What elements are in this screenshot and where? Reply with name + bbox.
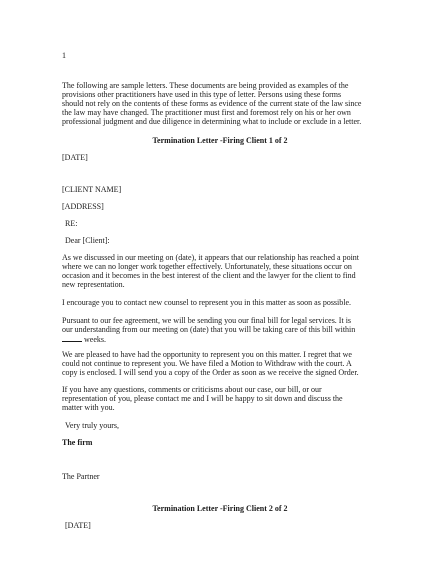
letter-1-title: Termination Letter -Firing Client 1 of 2 [152,136,288,145]
disclaimer-line: professional judgment and due diligence in determining what to include or exclude in a letter. [62,117,362,127]
paragraph-line: our understanding from our meeting on (date) that you will be taking care of this bill within [62,325,356,335]
letter-paragraph-1 [62,253,382,289]
disclaimer-line: provisions other practitioners have used in this type of letter. Persons using these forms [62,90,342,100]
address-placeholder: [ADDRESS] [62,202,104,211]
paragraph-line: We are pleased to have had the opportunity to represent you on this matter. I regret that we [62,350,352,359]
letter-paragraph-4 [62,350,382,377]
paragraph-line: If you have any questions, comments or criticisms about our case, our bill, or our [62,385,322,394]
paragraph-line: where we can no longer work together effectively. Unfortunately, these situations occur on [62,262,352,272]
signer-name: The Partner [62,472,100,481]
disclaimer-line: the law may have changed. The practitioner must first and foremost rely on his or her own [62,108,351,118]
salutation: Dear [Client]: [65,236,110,245]
letter-2-title: Termination Letter -Firing Client 2 of 2 [152,504,288,513]
firm-name: The firm [62,438,93,447]
disclaimer-line: should not rely on the contents of these forms as evidence of the current state of the law since [62,99,362,109]
letter-1-date: [DATE] [62,153,88,162]
closing: Very truly yours, [65,421,119,430]
letter-2-date: [DATE] [65,521,91,530]
letter-paragraph-2: I encourage you to contact new counsel to represent you in this matter as soon as possible. [62,298,352,307]
blank-line [62,334,82,342]
re-line: RE: [65,219,78,228]
paragraph-line: new representation. [62,280,125,290]
weeks-text: weeks. [84,335,106,345]
paragraph-line: could not continue to represent you. We have filed a Motion to Withdraw with the court. A [62,359,352,369]
page-number: 1 [62,51,66,60]
paragraph-line: As we discussed in our meeting on (date), it appears that our relationship has reached a point [62,253,360,262]
paragraph-line: copy is enclosed. I will send you a copy of the Order as soon as we receive the signed Order. [62,368,359,378]
disclaimer-paragraph [62,81,382,126]
client-name-placeholder: [CLIENT NAME] [62,185,122,194]
paragraph-line: matter with you. [62,403,115,413]
paragraph-line: Pursuant to our fee agreement, we will be sending you our final bill for legal services. It is [62,316,352,325]
letter-paragraph-3 [62,316,382,344]
letter-paragraph-5 [62,385,382,412]
paragraph-line: representation of you, please contact me and I will be happy to sit down and discuss the [62,394,343,404]
disclaimer-line: The following are sample letters. These documents are being provided as examples of the [62,81,349,90]
paragraph-line [62,334,382,344]
paragraph-line: occasion and it becomes in the best interest of the client and the lawyer for the client to find [62,271,356,281]
